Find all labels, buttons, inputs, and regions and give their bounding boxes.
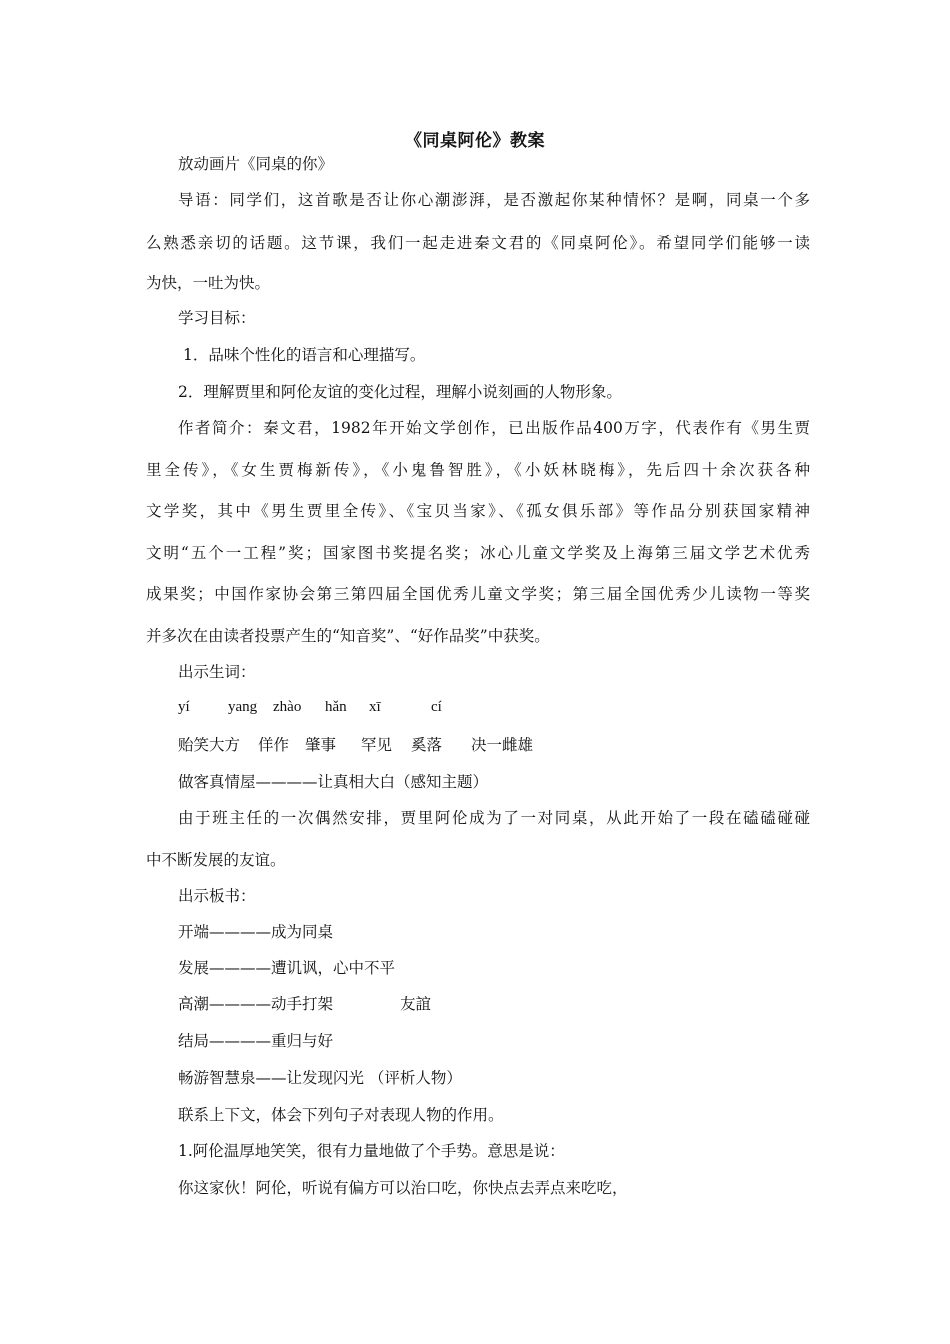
analysis-instruction: 联系上下文，体会下列句子对表现人物的作用。 xyxy=(178,1106,504,1124)
vocab-row xyxy=(178,733,810,755)
board-heading: 出示板书： xyxy=(178,887,256,905)
board-item-ending: 结局————重归与好 xyxy=(178,1032,334,1050)
board-item-climax xyxy=(178,992,810,1014)
board-item-beginning: 开端————成为同桌 xyxy=(178,923,334,941)
lead-in-line-3: 为快，一吐为快。 xyxy=(146,274,271,292)
intro-line-cartoon: 放动画片《同桌的你》 xyxy=(178,155,334,173)
pinyin-item: yang xyxy=(228,699,258,715)
vocab-item: 奚落 xyxy=(411,736,443,754)
vocab-item: 佯作 xyxy=(258,736,290,754)
author-intro-line-4: 文明“五个一工程”奖；国家图书奖提名奖；冰心儿童文学奖及上海第三届文学艺术优秀 xyxy=(146,544,810,562)
lead-in-line-2: 么熟悉亲切的话题。这节课，我们一起走进秦文君的《同桌阿伦》。希望同学们能够一读 xyxy=(146,234,810,252)
section-heading-analysis: 畅游智慧泉——让发现闪光 （评析人物） xyxy=(178,1069,462,1087)
author-intro-line-6: 并多次在由读者投票产生的“知音奖”、“好作品奖”中获奖。 xyxy=(146,627,550,645)
pinyin-row xyxy=(178,697,810,716)
theme-line-2: 中不断发展的友谊。 xyxy=(146,851,286,869)
author-intro-line-1: 作者简介：秦文君，1982年开始文学创作，已出版作品400万字，代表作有《男生贾 xyxy=(178,419,810,437)
analysis-sentence-2: 你这家伙！阿伦，听说有偏方可以治口吃，你快点去弄点来吃吃， xyxy=(178,1179,628,1197)
analysis-sentence-1: 1.阿伦温厚地笑笑，很有力量地做了个手势。意思是说： xyxy=(178,1142,565,1160)
vocab-item: 决一雌雄 xyxy=(471,736,534,754)
vocab-heading: 出示生词： xyxy=(178,663,256,681)
pinyin-item: zhào xyxy=(273,699,302,715)
vocab-item: 贻笑大方 xyxy=(178,736,241,754)
lead-in-line-1: 导语：同学们，这首歌是否让你心潮澎湃，是否激起你某种情怀？是啊，同桌一个多 xyxy=(178,191,810,209)
pinyin-item: hǎn xyxy=(325,699,347,715)
section-heading-theme: 做客真情屋————让真相大白（感知主题） xyxy=(178,773,489,791)
pinyin-item: yí xyxy=(178,699,190,715)
board-item-development: 发展————遭讥讽，心中不平 xyxy=(178,959,396,977)
author-intro-line-2: 里全传》，《女生贾梅新传》，《小鬼鲁智胜》，《小妖林晓梅》，先后四十余次获各种 xyxy=(146,461,810,479)
vocab-item: 罕见 xyxy=(361,736,393,754)
learning-goal-2: 2．理解贾里和阿伦友谊的变化过程，理解小说刻画的人物形象。 xyxy=(178,383,622,401)
author-intro-line-3: 文学奖，其中《男生贾里全传》、《宝贝当家》、《孤女俱乐部》等作品分别获国家精神 xyxy=(146,502,810,520)
learning-goals-heading: 学习目标： xyxy=(178,309,256,327)
board-item-friendship: 友誼 xyxy=(400,995,432,1013)
author-intro-line-5: 成果奖；中国作家协会第三第四届全国优秀儿童文学奖；第三届全国优秀少儿读物一等奖 xyxy=(146,585,810,603)
document-title: 《同桌阿伦》教案 xyxy=(405,131,545,151)
pinyin-item: cí xyxy=(431,699,442,715)
vocab-item: 肇事 xyxy=(305,736,337,754)
learning-goal-1: 1．品味个性化的语言和心理描写。 xyxy=(183,346,426,364)
pinyin-item: xī xyxy=(369,699,381,715)
board-item-climax-text: 高潮————动手打架 xyxy=(178,995,334,1013)
theme-line-1: 由于班主任的一次偶然安排，贾里阿伦成为了一对同桌，从此开始了一段在磕磕碰碰 xyxy=(178,809,810,827)
